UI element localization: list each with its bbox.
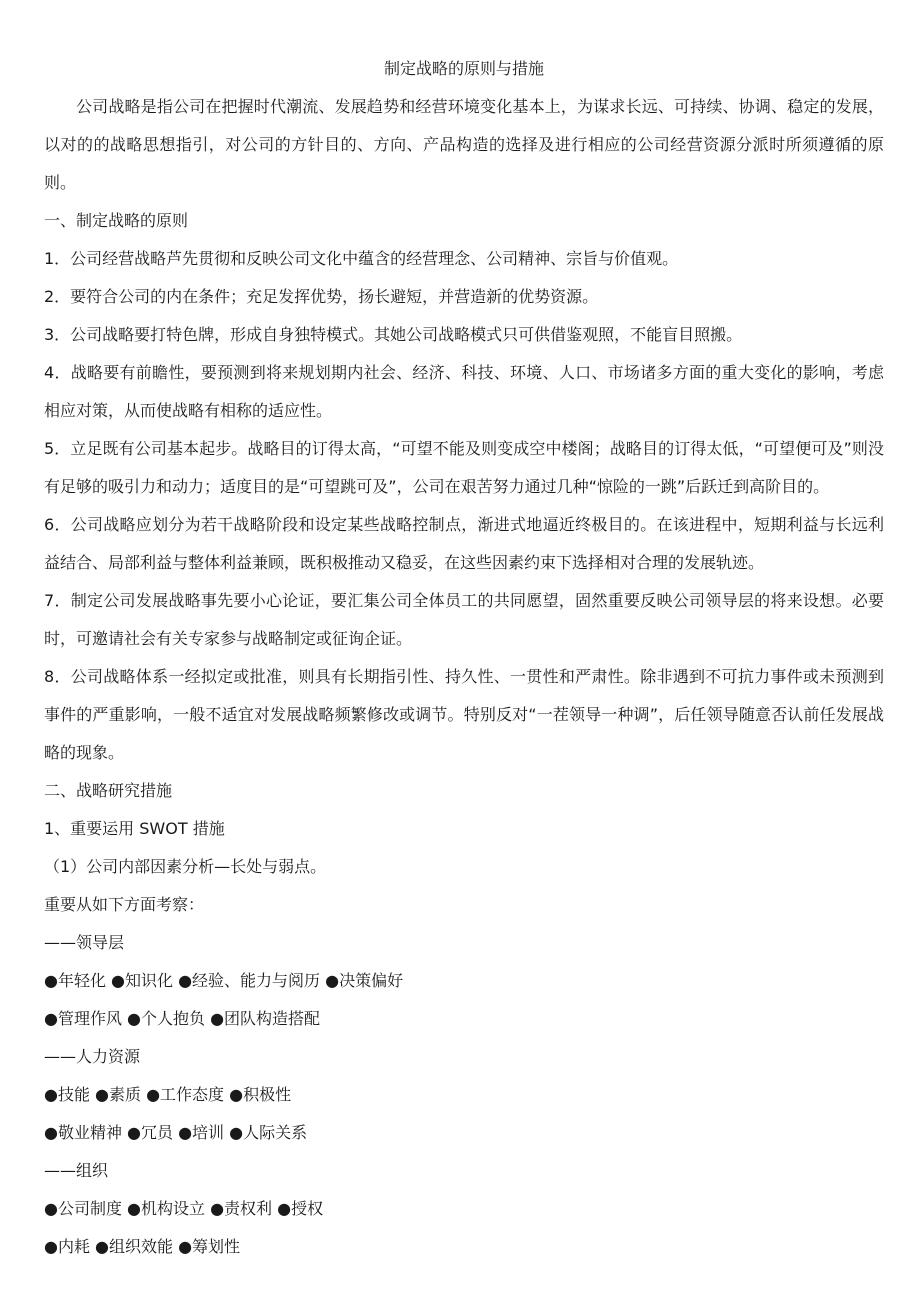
group-label-organization: ——组织 bbox=[44, 1161, 109, 1180]
inspection-intro: 重要从如下方面考察： bbox=[44, 895, 205, 914]
principle-item-5: 5．立足既有公司基本起步。战略目的订得太高，“可望不能及则变成空中楼阁；战略目的订得太低，“可望便可及”则没有足够的吸引力和动力；适度目的是“可望跳可及”，公司在艰苦努力通过几种“惊险的一跳”后跃迁到高阶目的。 bbox=[44, 439, 884, 496]
bullet-row: ●公司制度 ●机构设立 ●责权利 ●授权 bbox=[44, 1199, 324, 1218]
principle-item-3: 3．公司战略要打特色牌，形成自身独特模式。其她公司战略模式只可供借鉴观照，不能盲目照搬。 bbox=[44, 325, 743, 344]
bullet-row: ●内耗 ●组织效能 ●筹划性 bbox=[44, 1237, 241, 1256]
bullet-row: ●管理作风 ●个人抱负 ●团队构造搭配 bbox=[44, 1009, 321, 1028]
internal-analysis-subheading: （1）公司内部因素分析—长处与弱点。 bbox=[44, 857, 327, 876]
section1-heading: 一、制定战略的原则 bbox=[44, 211, 189, 230]
group-label-leadership: ——领导层 bbox=[44, 933, 125, 952]
swot-subheading: 1、重要运用 SWOT 措施 bbox=[44, 819, 225, 838]
principle-item-4: 4．战略要有前瞻性，要预测到将来规划期内社会、经济、科技、环境、人口、市场诸多方面的重大变化的影响，考虑相应对策，从而使战略有相称的适应性。 bbox=[44, 363, 884, 420]
bullet-row: ●敬业精神 ●冗员 ●培训 ●人际关系 bbox=[44, 1123, 308, 1142]
principle-item-6: 6．公司战略应划分为若干战略阶段和设定某些战略控制点，渐进式地逼近终极目的。在该进程中，短期利益与长远利益结合、局部利益与整体利益兼顾，既积极推动又稳妥，在这些因素约束下选择相对合理的发展轨迹。 bbox=[44, 515, 884, 572]
group-label-human-resources: ——人力资源 bbox=[44, 1047, 141, 1066]
principle-item-2: 2．要符合公司的内在条件；充足发挥优势，扬长避短，并营造新的优势资源。 bbox=[44, 287, 599, 306]
principle-item-1: 1．公司经营战略芦先贯彻和反映公司文化中蕴含的经营理念、公司精神、宗旨与价值观。 bbox=[44, 249, 679, 268]
section2-heading: 二、战略研究措施 bbox=[44, 781, 173, 800]
bullet-row: ●技能 ●素质 ●工作态度 ●积极性 bbox=[44, 1085, 292, 1104]
principle-item-7: 7．制定公司发展战略事先要小心论证，要汇集公司全体员工的共同愿望，固然重要反映公司领导层的将来设想。必要时，可邀请社会有关专家参与战略制定或征询企证。 bbox=[44, 591, 884, 648]
principle-item-8: 8．公司战略体系一经拟定或批准，则具有长期指引性、持久性、一贯性和严肃性。除非遇到不可抗力事件或未预测到事件的严重影响，一般不适宜对发展战略频繁修改或调节。特别反对“一茬领导一种调”，后任领导随意否认前任发展战略的现象。 bbox=[44, 667, 884, 762]
intro-paragraph: 公司战略是指公司在把握时代潮流、发展趋势和经营环境变化基本上，为谋求长远、可持续、协调、稳定的发展，以对的的战略思想指引，对公司的方针目的、方向、产品构造的选择及进行相应的公司经营资源分派时所须遵循的原则。 bbox=[44, 97, 884, 192]
bullet-row: ●年轻化 ●知识化 ●经验、能力与阅历 ●决策偏好 bbox=[44, 971, 404, 990]
document-title: 制定战略的原则与措施 bbox=[383, 59, 544, 78]
